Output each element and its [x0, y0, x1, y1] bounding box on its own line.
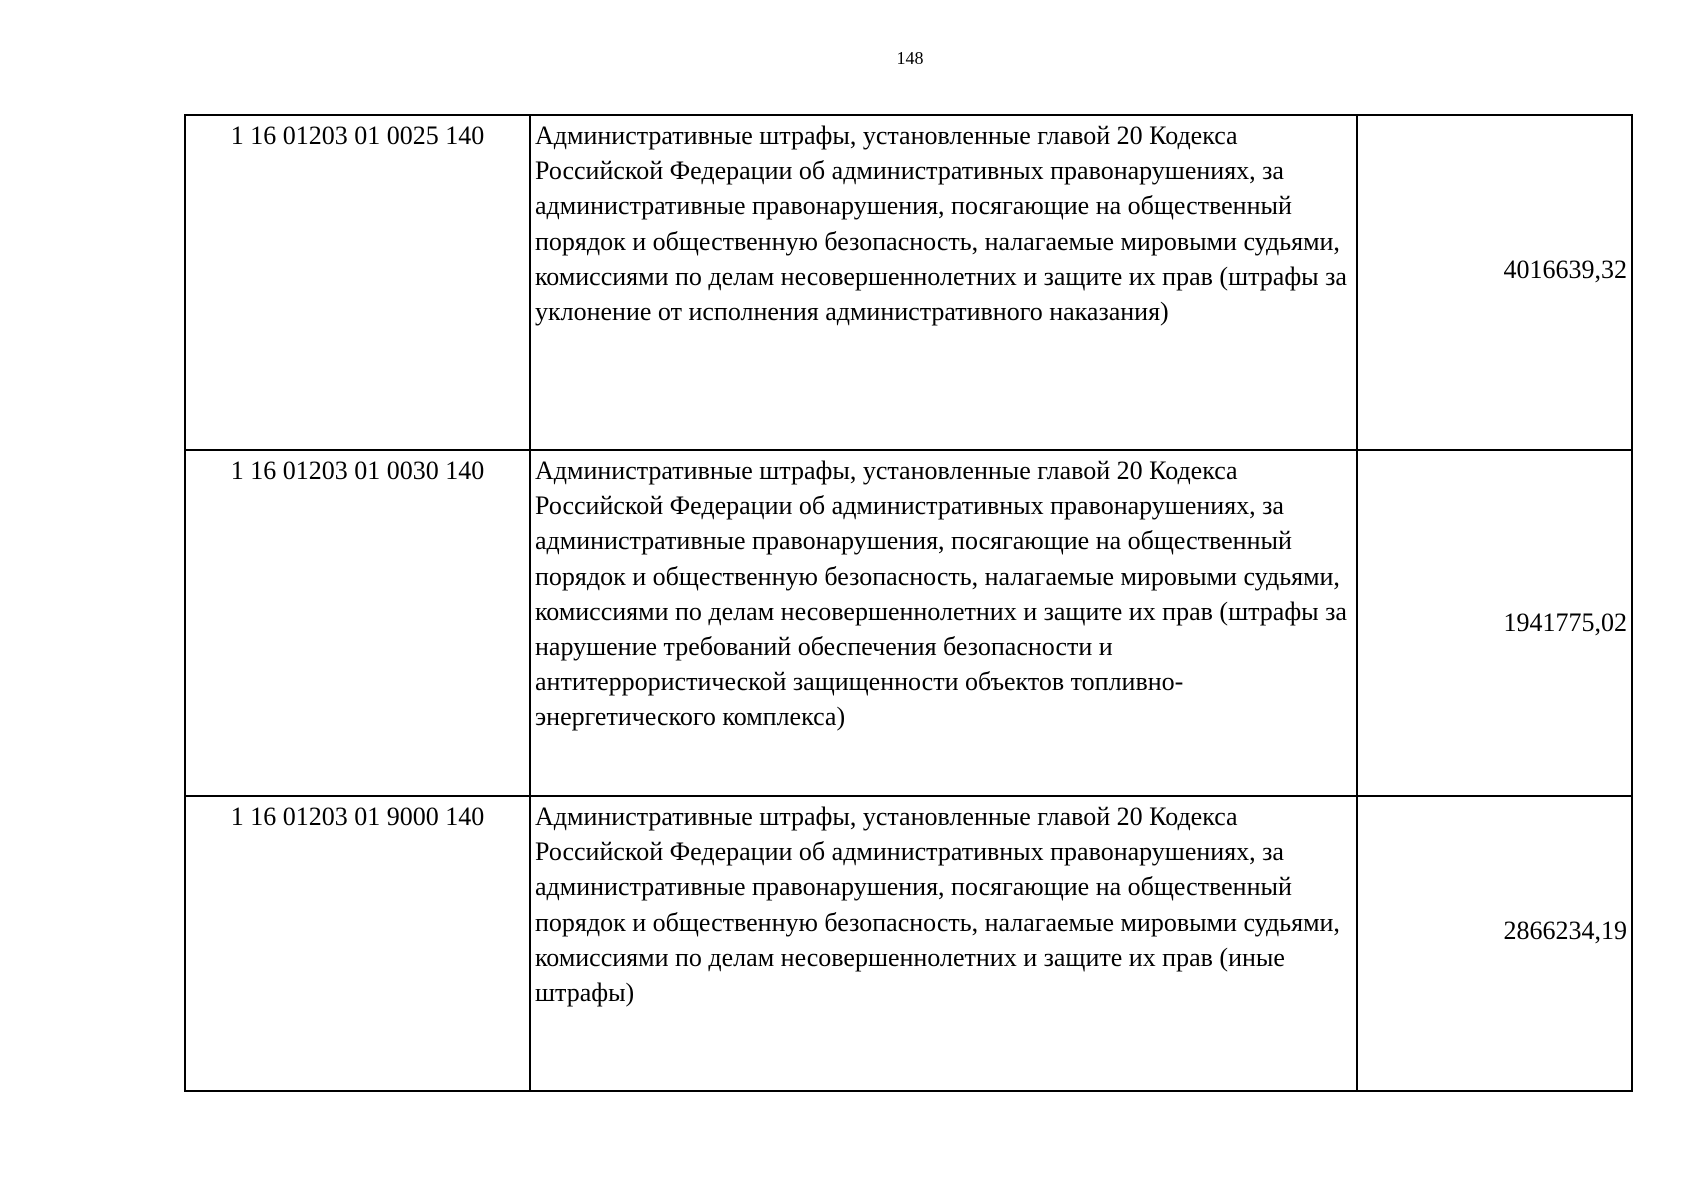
page-number: 148 — [896, 48, 924, 68]
description-cell: Административные штрафы, установленные главой 20 Кодекса Российской Федерации об административных правонарушениях, за административные правонарушения, посягающие на общественный порядок и общественную безопасность, налагаемые мировыми судьями, комиссиями по делам несовершеннолетних и защите их прав (штрафы за нарушение требований обеспечения безопасности и антитеррористической защищенности объектов топливно-энергетического комплекса) — [530, 450, 1357, 796]
amount-cell: 4016639,32 — [1357, 115, 1632, 450]
description-cell: Административные штрафы, установленные главой 20 Кодекса Российской Федерации об административных правонарушениях, за административные правонарушения, посягающие на общественный порядок и общественную безопасность, налагаемые мировыми судьями, комиссиями по делам несовершеннолетних и защите их прав (штрафы за уклонение от исполнения административного наказания) — [530, 115, 1357, 450]
amount-cell: 1941775,02 — [1357, 450, 1632, 796]
budget-code-cell: 1 16 01203 01 0025 140 — [185, 115, 530, 450]
description-cell: Административные штрафы, установленные главой 20 Кодекса Российской Федерации об административных правонарушениях, за административные правонарушения, посягающие на общественный порядок и общественную безопасность, налагаемые мировыми судьями, комиссиями по делам несовершеннолетних и защите их прав (иные штрафы) — [530, 796, 1357, 1091]
table-row — [185, 796, 1632, 1091]
table-row — [185, 450, 1632, 796]
budget-table — [184, 114, 1633, 1092]
table-row — [185, 115, 1632, 450]
amount-cell: 2866234,19 — [1357, 796, 1632, 1091]
budget-code-cell: 1 16 01203 01 9000 140 — [185, 796, 530, 1091]
budget-code-cell: 1 16 01203 01 0030 140 — [185, 450, 530, 796]
